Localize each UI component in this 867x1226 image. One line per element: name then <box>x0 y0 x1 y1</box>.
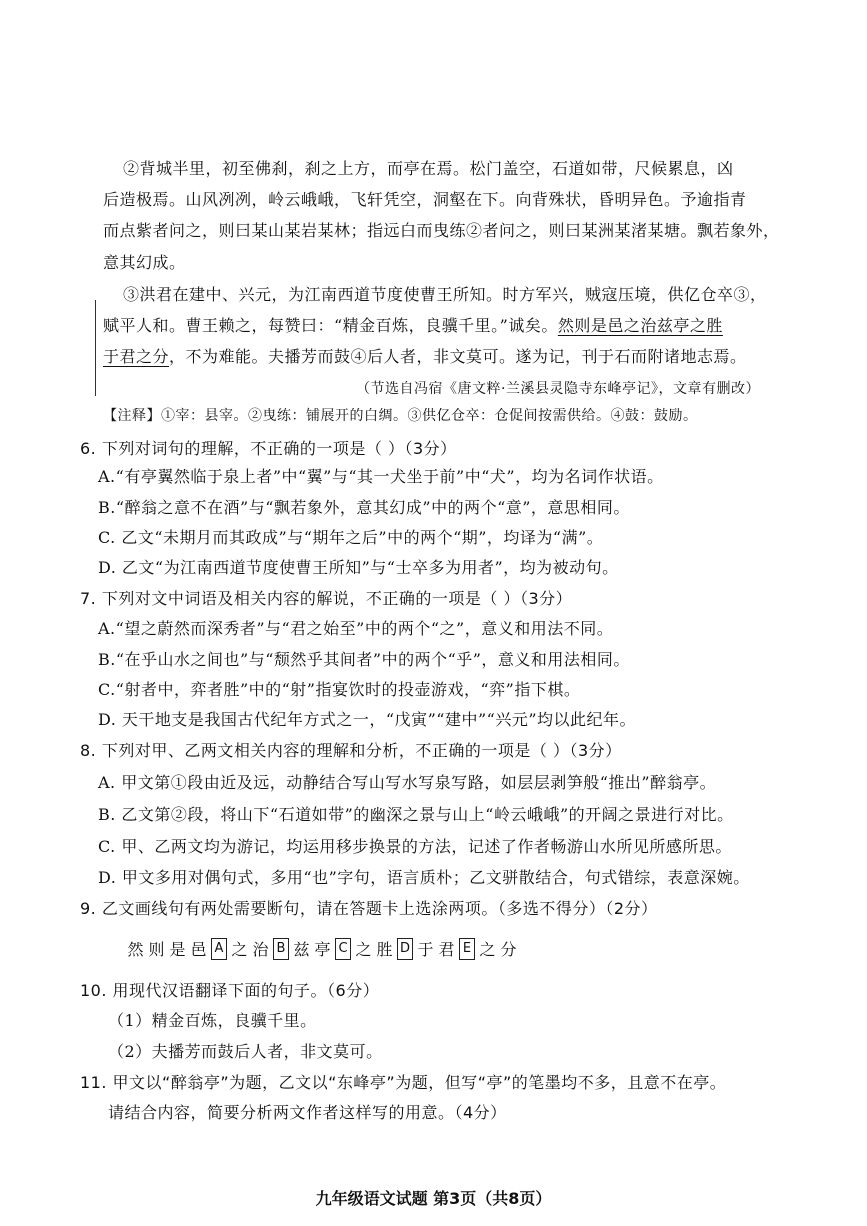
passage-2-line-3: 而点紫者问之，则曰某山某岩某林；指远白而曳练②者问之，则曰某洲某渚某塘。飘若象外， <box>103 221 780 240</box>
char: 之 <box>231 940 248 959</box>
break-option-d[interactable]: D <box>397 938 413 960</box>
q11-stem-line-2: 请结合内容，简要分析两文作者这样写的用意。（4分） <box>108 1103 507 1122</box>
q7-stem: 7. 下列对文中词语及相关内容的解说，不正确的一项是（ ）（3分） <box>80 589 573 608</box>
q6-option-b: B.“醉翁之意不在酒”与“飘若象外，意其幻成”中的两个“意”，意思相同。 <box>98 498 630 517</box>
q6-option-d: D. 乙文“为江南西道节度使曹王所知”与“士卒多为用者”，均为被动句。 <box>98 558 619 577</box>
q6-stem: 6. 下列对词句的理解，不正确的一项是（ ）（3分） <box>80 439 457 458</box>
page-footer: 九年级语文试题 第3页（共8页） <box>315 1189 552 1208</box>
source-citation: （节选自冯宿《唐文粹·兰溪县灵隐寺东峰亭记》，文章有删改） <box>356 381 760 397</box>
sentence-break-options <box>125 937 519 960</box>
annotations: 【注释】①宰：县宰。②曳练：铺展开的白绸。③供亿仓卒：仓促间按需供给。④鼓：鼓励。 <box>103 408 698 424</box>
margin-mark <box>95 300 96 396</box>
char: 之 <box>479 940 496 959</box>
break-option-e[interactable]: E <box>459 938 475 960</box>
q8-option-d: D. 甲文多用对偶句式，多用“也”字句，语言质朴；乙文骈散结合，句式错综，表意深婉。 <box>98 868 750 887</box>
passage-3-line-1: ③洪君在建中、兴元，为江南西道节度使曹王所知。时方军兴，贼寇压境，供亿仓卒③， <box>123 285 767 304</box>
q10-sentence-2: （2）夫播芳而鼓后人者，非文莫可。 <box>108 1042 383 1061</box>
break-option-b[interactable]: B <box>273 938 289 960</box>
char: 治 <box>252 940 269 959</box>
underlined-sentence-part-2: 于君之分 <box>103 347 170 366</box>
q6-option-a: A.“有亭翼然临于泉上者”中“翼”与“其一犬坐于前”中“犬”，均为名词作状语。 <box>98 467 664 486</box>
underlined-sentence-part-1: 然则是邑之治兹亭之胜 <box>557 316 723 335</box>
char: 之 <box>355 940 372 959</box>
char: 然 <box>127 940 144 959</box>
q6-option-c: C. 乙文“未期月而其政成”与“期年之后”中的两个“期”，均译为“满”。 <box>98 528 604 547</box>
char: 君 <box>438 940 455 959</box>
break-option-c[interactable]: C <box>335 938 351 960</box>
break-option-a[interactable]: A <box>211 938 227 960</box>
char: 兹 <box>293 940 310 959</box>
char: 于 <box>417 940 434 959</box>
passage-2-line-1: ②背城半里，初至佛刹，刹之上方，而亭在焉。松门盖空，石道如带，尺候累息，凶 <box>123 159 734 178</box>
q7-option-a: A.“望之蔚然而深秀者”与“君之始至”中的两个“之”，意义和用法不同。 <box>98 619 614 638</box>
passage-3-line-2: 赋平人和。曹王赖之，每赞曰：“精金百炼，良骥千里。”诚矣。然则是邑之治兹亭之胜 <box>103 316 723 335</box>
q10-stem: 10. 用现代汉语翻译下面的句子。（6分） <box>80 981 380 1000</box>
passage-3-line-3: 于君之分，不为难能。夫播芳而鼓④后人者，非文莫可。遂为记，刊于石而附诸地志焉。 <box>103 347 747 366</box>
passage-2-line-2: 后造极焉。山风冽冽，岭云峨峨，飞轩凭空，洞壑在下。向背殊状，昏明异色。予逾指青 <box>103 190 747 209</box>
q11-stem-line-1: 11. 甲文以“醉翁亭”为题，乙文以“东峰亭”为题，但写“亭”的笔墨均不多，且意不在亭。 <box>80 1073 727 1092</box>
q7-option-b: B.“在乎山水之间也”与“颓然乎其间者”中的两个“乎”，意义和用法相同。 <box>98 650 630 669</box>
char: 胜 <box>376 940 393 959</box>
q7-option-c: C.“射者中，弈者胜”中的“射”指宴饮时的投壶游戏，“弈”指下棋。 <box>98 680 581 699</box>
q7-option-d: D. 天干地支是我国古代纪年方式之一，“戊寅”“建中”“兴元”均以此纪年。 <box>98 710 637 729</box>
char: 则 <box>148 940 165 959</box>
char: 分 <box>500 940 517 959</box>
q8-option-c: C. 甲、乙两文均为游记，均运用移步换景的方法，记述了作者畅游山水所见所感所思。 <box>98 837 732 856</box>
passage-2-line-4: 意其幻成。 <box>103 253 186 272</box>
q8-option-a: A. 甲文第①段由近及远，动静结合写山写水写泉写路，如层层剥笋般“推出”醉翁亭。 <box>98 773 717 792</box>
char: 是 <box>169 940 186 959</box>
q8-stem: 8. 下列对甲、乙两文相关内容的理解和分析，不正确的一项是（ ）（3分） <box>80 741 622 760</box>
q8-option-b: B. 乙文第②段，将山下“石道如带”的幽深之景与山上“岭云峨峨”的开阔之景进行对比。 <box>98 805 734 824</box>
q9-stem: 9. 乙文画线句有两处需要断句，请在答题卡上选涂两项。（多选不得分）（2分） <box>80 899 658 918</box>
char: 邑 <box>190 940 207 959</box>
q10-sentence-1: （1）精金百炼，良骥千里。 <box>108 1011 317 1030</box>
char: 亭 <box>314 940 331 959</box>
